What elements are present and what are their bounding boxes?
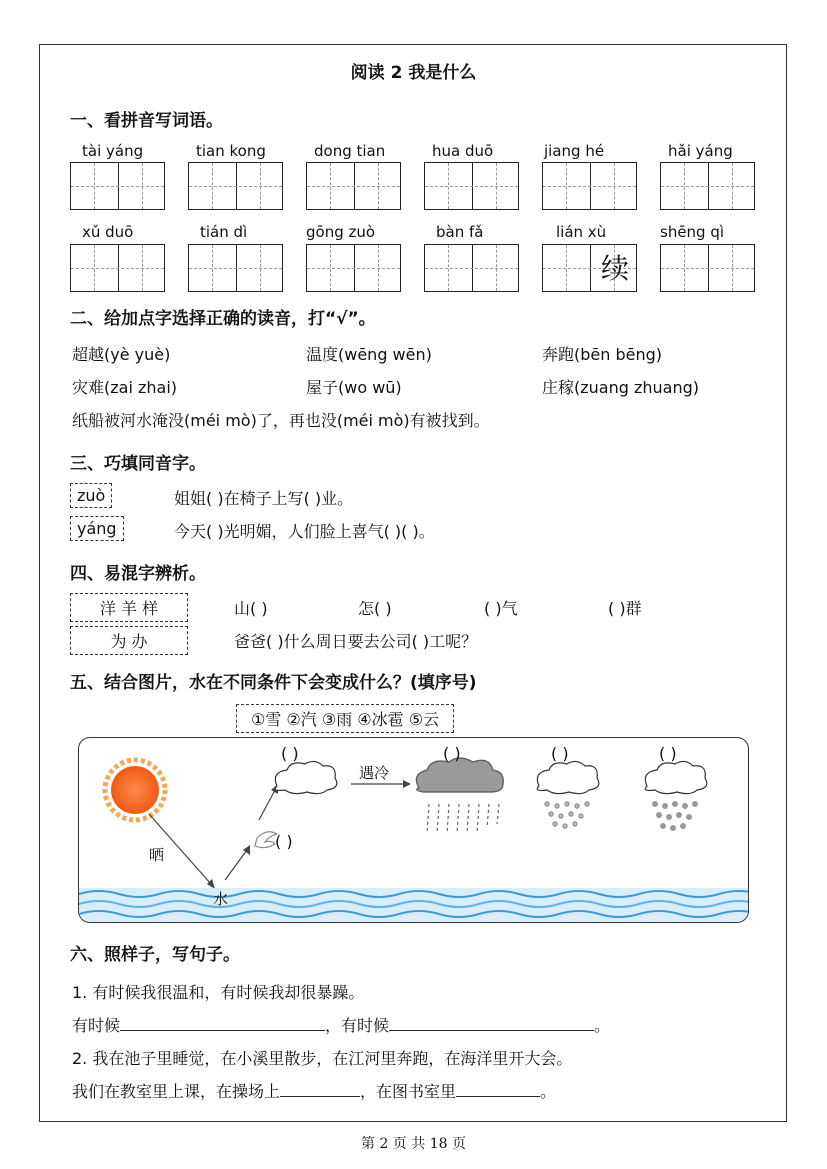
q2-item: 温度(wēng wēn) bbox=[306, 345, 432, 364]
char-grid[interactable] bbox=[660, 244, 755, 292]
pinyin-4: hua duō bbox=[432, 142, 494, 160]
q4-line: 爸爸( )什么周日要去公司( )工呢？ bbox=[234, 632, 478, 651]
page-title: 阅读 2 我是什么 bbox=[350, 63, 477, 83]
q2-item: 超越(yè yuè) bbox=[72, 345, 171, 364]
section-1-heading: 一、看拼音写词语。 bbox=[70, 111, 223, 131]
q2-item: 庄稼(zuang zhuang) bbox=[542, 378, 699, 397]
pinyin-9: gōng zuò bbox=[306, 223, 376, 241]
q2-sentence: 纸船被河水淹没(méi mò)了，再也没(méi mò)有被找到。 bbox=[72, 411, 490, 430]
answer-blank-cloud[interactable]: ( ) bbox=[281, 744, 299, 763]
q4-item: 山( ) bbox=[234, 599, 268, 618]
section-2-heading: 二、给加点字选择正确的读音，打“√”。 bbox=[70, 309, 376, 329]
char-grid[interactable] bbox=[188, 162, 283, 210]
pinyin-10: bàn fǎ bbox=[436, 223, 484, 241]
snow-icon bbox=[652, 801, 698, 831]
vapor-arrow bbox=[225, 850, 247, 880]
snow-cloud-icon bbox=[645, 761, 707, 793]
pinyin-7: xǔ duō bbox=[82, 223, 134, 241]
char-grid[interactable] bbox=[306, 244, 401, 292]
q4-item: 怎( ) bbox=[358, 599, 392, 618]
hail-cloud-icon bbox=[537, 761, 599, 793]
page-footer: 第 2 页 共 18 页 bbox=[361, 1136, 466, 1152]
options-box: ①雪 ②汽 ③雨 ④冰雹 ⑤云 bbox=[236, 704, 454, 733]
water-label: 水 bbox=[213, 890, 229, 908]
answer-blank[interactable] bbox=[456, 1082, 540, 1097]
q4-item: ( )气 bbox=[484, 599, 518, 618]
char-grid[interactable] bbox=[542, 244, 637, 292]
cloud-arrow bbox=[259, 790, 275, 820]
rain-cloud-icon bbox=[416, 758, 503, 792]
answer-blank-hail[interactable]: ( ) bbox=[551, 744, 569, 763]
vapor-icon bbox=[255, 832, 277, 848]
practice-line-1 bbox=[72, 1013, 610, 1036]
sun-label: 晒 bbox=[149, 846, 165, 864]
q3-line: 姐姐( )在椅子上写( )业。 bbox=[174, 489, 354, 508]
homophone-tag: zuò bbox=[70, 483, 112, 508]
answer-blank[interactable] bbox=[280, 1082, 360, 1097]
practice-2-prefix: 我们在教室里上课，在操场上 bbox=[72, 1082, 281, 1101]
homophone-tag: yáng bbox=[70, 516, 124, 541]
char-grid[interactable] bbox=[188, 244, 283, 292]
confusable-tag: 为 办 bbox=[70, 626, 188, 655]
pinyin-11: lián xù bbox=[556, 223, 607, 241]
section-4-heading: 四、易混字辨析。 bbox=[70, 564, 206, 584]
answer-blank-snow[interactable]: ( ) bbox=[659, 744, 677, 763]
water-cycle-illustration bbox=[78, 737, 749, 923]
section-5-heading: 五、结合图片，水在不同条件下会变成什么？(填序号) bbox=[70, 673, 477, 693]
q2-item: 灾难(zai zhai) bbox=[72, 378, 178, 397]
char-grid[interactable] bbox=[660, 162, 755, 210]
cloud-icon bbox=[275, 761, 337, 793]
water-icon bbox=[79, 888, 749, 923]
water-cycle-svg bbox=[79, 738, 749, 923]
answer-blank[interactable] bbox=[389, 1016, 594, 1031]
char-grid[interactable] bbox=[306, 162, 401, 210]
pinyin-3: dong tian bbox=[314, 142, 386, 160]
pinyin-6: hǎi yáng bbox=[668, 142, 733, 160]
char-grid[interactable] bbox=[70, 244, 165, 292]
char-grid[interactable] bbox=[70, 162, 165, 210]
confusable-tag: 洋 羊 样 bbox=[70, 593, 188, 622]
sun-icon bbox=[105, 760, 165, 820]
char-grid[interactable] bbox=[424, 162, 519, 210]
q3-line: 今天( )光明媚，人们脸上喜气( )( )。 bbox=[174, 522, 435, 541]
q2-item: 屋子(wo wū) bbox=[306, 378, 402, 397]
example-sentence-1: 1. 有时候我很温和，有时候我却很暴躁。 bbox=[72, 983, 365, 1002]
practice-line-2 bbox=[72, 1079, 556, 1102]
answer-blank-rain[interactable]: ( ) bbox=[443, 744, 461, 763]
example-sentence-2: 2. 我在池子里睡觉，在小溪里散步，在江河里奔跑，在海洋里开大会。 bbox=[72, 1049, 573, 1068]
pinyin-1: tài yáng bbox=[82, 142, 144, 160]
practice-2-end: 。 bbox=[540, 1082, 557, 1101]
practice-1-prefix: 有时候 bbox=[72, 1016, 121, 1035]
practice-1-mid: ，有时候 bbox=[325, 1016, 390, 1035]
char-grid[interactable] bbox=[424, 244, 519, 292]
answer-blank[interactable] bbox=[120, 1016, 325, 1031]
pinyin-2: tian kong bbox=[196, 142, 266, 160]
pinyin-8: tián dì bbox=[200, 223, 248, 241]
given-character: 续 bbox=[600, 252, 629, 285]
answer-blank-vapor[interactable]: ( ) bbox=[275, 832, 293, 851]
section-6-heading: 六、照样子，写句子。 bbox=[70, 945, 240, 965]
pinyin-5: jiang hé bbox=[544, 142, 605, 160]
char-grid[interactable] bbox=[542, 162, 637, 210]
practice-2-mid: ，在图书室里 bbox=[360, 1082, 457, 1101]
rain-icon bbox=[427, 804, 499, 834]
q2-item: 奔跑(bēn bēng) bbox=[542, 345, 663, 364]
section-3-heading: 三、巧填同音字。 bbox=[70, 454, 206, 474]
hail-icon bbox=[545, 802, 589, 828]
q4-item: ( )群 bbox=[608, 599, 642, 618]
pinyin-12: shēng qì bbox=[660, 223, 725, 241]
cold-label: 遇冷 bbox=[359, 764, 390, 782]
practice-1-end: 。 bbox=[594, 1016, 611, 1035]
